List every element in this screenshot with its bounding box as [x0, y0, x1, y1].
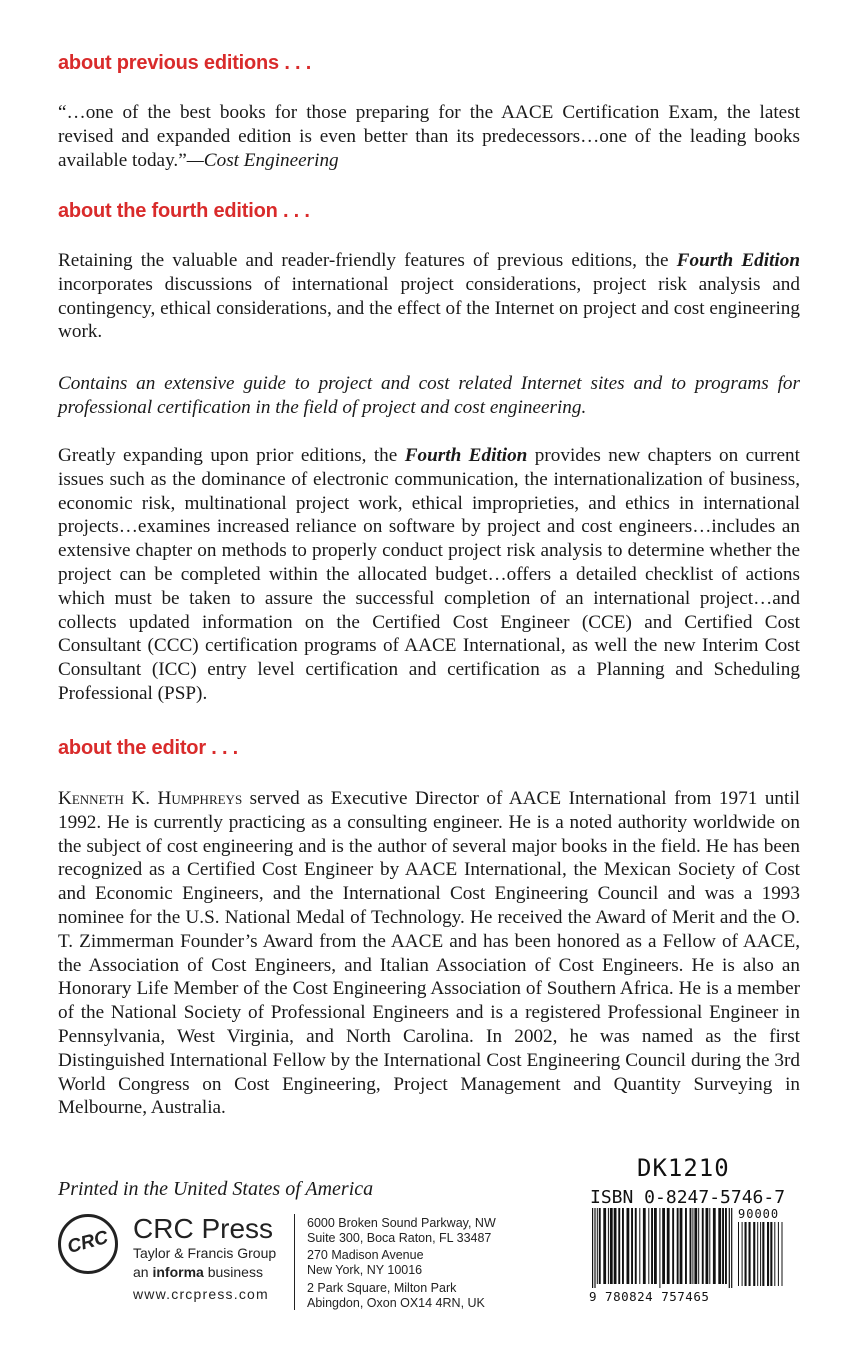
quote-source: —Cost Engineering	[186, 149, 339, 171]
barcode-bar	[729, 1208, 730, 1288]
informa-bold: informa	[152, 1264, 204, 1280]
barcode-bar	[760, 1222, 761, 1286]
p3-emphasis: Fourth Edition	[404, 445, 528, 466]
barcode-bar	[635, 1208, 637, 1284]
publisher-url[interactable]: www.crcpress.com	[133, 1286, 269, 1302]
barcode-bar	[749, 1222, 751, 1286]
catalog-code: DK1210	[637, 1154, 730, 1182]
informa-suffix: business	[203, 1264, 263, 1280]
barcode-number: 9 780824 757465	[589, 1289, 710, 1304]
barcode-bar	[782, 1222, 783, 1286]
address-boca-raton	[307, 1216, 496, 1245]
barcode-bar	[677, 1208, 679, 1284]
barcode-bar	[594, 1208, 595, 1288]
barcode-bar	[718, 1208, 721, 1284]
p1-text-b: incorporates discussions of international project considerations, project risk analysis and contingency, ethical considerations, and the effect of the Internet on project and cost engineering work.	[58, 273, 800, 343]
barcode-bar	[753, 1222, 755, 1286]
barcode-bar	[618, 1208, 620, 1284]
address-line: Abingdon, Oxon OX14 4RN, UK	[307, 1295, 485, 1310]
barcode-bar	[622, 1208, 624, 1284]
barcode-bar	[592, 1208, 593, 1288]
barcode-bar	[702, 1208, 704, 1284]
heading-about-editor: about the editor . . .	[58, 737, 239, 759]
fourth-edition-paragraph-2: Contains an extensive guide to project and cost related Internet sites and to programs for professional certification in the field of project and cost engineering.	[58, 373, 800, 418]
address-line: 2 Park Square, Milton Park	[307, 1281, 457, 1295]
isbn-label: ISBN 0-8247-5746-7	[590, 1187, 786, 1208]
p1-text-a: Retaining the valuable and reader-friendly features of previous editions, the	[58, 250, 677, 271]
barcode-bar	[667, 1208, 670, 1284]
barcode-bar	[767, 1222, 769, 1286]
publisher-group: Taylor & Francis Group	[133, 1245, 277, 1261]
barcode-bar	[672, 1208, 674, 1284]
barcode-bar	[774, 1222, 775, 1286]
fourth-edition-paragraph-3	[58, 444, 800, 706]
barcode-bar	[599, 1208, 601, 1284]
barcode-bar	[757, 1222, 758, 1286]
p1-emphasis: Fourth Edition	[676, 250, 801, 271]
barcode-bar	[738, 1222, 739, 1286]
crc-logo-text: CRC	[65, 1227, 111, 1258]
address-line: Suite 300, Boca Raton, FL 33487	[307, 1230, 492, 1245]
heading-fourth-edition: about the fourth edition . . .	[58, 200, 310, 222]
barcode-bar	[725, 1208, 727, 1284]
address-line: New York, NY 10016	[307, 1262, 423, 1277]
barcode-bar	[722, 1208, 724, 1284]
publisher-informa	[133, 1264, 263, 1280]
barcode-bar	[603, 1208, 606, 1284]
barcode-addon-digits: 90000	[738, 1207, 780, 1221]
p3-text-b: provides new chapters on current issues such as the dominance of electronic communication, the internationalization of business, economic risk, multinational project work, ethical improprieties, and ethics in international projects…examines increased reliance on software by project and cost engineers…includes an extensive chapter on methods to properly conduct project risk analysis to determine whether the project can be completed within the allocated budget…offers a detailed checklist of actions which must be taken to assure the successful completion of an international project…and collects updated information on the Certified Cost Engineer (CCE) and Certified Cost Consultant (CCC) certification programs of AACE International, as well the new Interim Cost Consultant (ICC) entry level certification and certification as a Planning and Scheduling Professional (PSP).	[58, 445, 800, 704]
barcode-bar	[690, 1208, 692, 1284]
barcode-bar	[627, 1208, 630, 1284]
barcode-bar	[662, 1208, 665, 1284]
heading-previous-editions: about previous editions . . .	[58, 52, 312, 74]
editor-name: Kenneth K. Humphreys	[58, 788, 243, 809]
barcode-bar	[742, 1222, 743, 1286]
address-line: 270 Madison Avenue	[307, 1248, 424, 1262]
address-abingdon	[307, 1281, 485, 1310]
address-line: 6000 Broken Sound Parkway, NW	[307, 1216, 496, 1230]
barcode-bar	[685, 1208, 687, 1284]
barcode-bar	[731, 1208, 732, 1288]
barcode-bar	[597, 1208, 598, 1284]
barcode-bar	[706, 1208, 709, 1284]
barcode-bar	[698, 1208, 699, 1284]
barcode-bar	[648, 1208, 649, 1284]
publisher-name: CRC Press	[133, 1213, 274, 1244]
barcode-bar	[680, 1208, 683, 1284]
barcode-bar	[692, 1208, 693, 1284]
barcode-bar	[709, 1208, 710, 1284]
barcode-bar	[762, 1222, 764, 1286]
barcode-bar	[610, 1208, 613, 1284]
p3-text-a: Greatly expanding upon prior editions, the	[58, 445, 405, 466]
informa-prefix: an	[133, 1264, 153, 1280]
barcode-bar	[694, 1208, 697, 1284]
previous-editions-quote	[58, 101, 800, 172]
fourth-edition-paragraph-1	[58, 249, 800, 344]
barcode-bar	[654, 1208, 657, 1284]
barcode-bar	[778, 1222, 779, 1286]
quote-text: “…one of the best books for those preparing for the AACE Certification Exam, the latest revised and expanded edition is even better than its predecessors…one of the leading books available today.”	[58, 102, 800, 171]
printed-in-usa: Printed in the United States of America	[58, 1178, 374, 1200]
editor-bio-text: served as Executive Director of AACE International from 1971 until 1992. He is currently practicing as a consulting engineer. He is a noted authority worldwide on the subject of cost engineering and is the author of several major books in the field. He has been recognized as a Certified Cost Engineer by AACE International, the Mexican Society of Cost and Economic Engineers, and the International Cost Engineering Council and was a 1993 nominee for the U.S. National Medal of Technology. He received the Award of Merit and the O. T. Zimmerman Founder’s Award from the AACE and has been honored as a Fellow of AACE, the Association of Cost Engineers, and Italian Association of Cost Engineers. He is also an Honorary Life Member of the Cost Engineering Association of Southern Africa. He is a member of the National Society of Professional Engineers and is a registered Professional Engineer in Pennsylvania, West Virginia, and North Carolina. In 2002, he was named as the first Distinguished International Fellow by the International Cost Engineering Council during the 3rd World Congress on Cost Engineering, Project Management and Quantity Surveying in Melbourne, Australia.	[58, 788, 800, 1119]
editor-bio	[58, 787, 800, 1120]
footer-divider	[294, 1214, 295, 1310]
barcode-bar	[659, 1208, 660, 1288]
barcode-bar	[631, 1208, 633, 1284]
address-new-york	[307, 1248, 424, 1277]
barcode-bar	[651, 1208, 653, 1284]
barcode-bar	[713, 1208, 716, 1284]
barcode-bar	[639, 1208, 640, 1284]
crc-logo	[58, 1214, 118, 1274]
barcode-bar	[643, 1208, 646, 1284]
barcode-bar	[745, 1222, 747, 1286]
barcode-bar	[608, 1208, 609, 1284]
barcode-bar	[614, 1208, 617, 1284]
barcode-bar	[770, 1222, 772, 1286]
